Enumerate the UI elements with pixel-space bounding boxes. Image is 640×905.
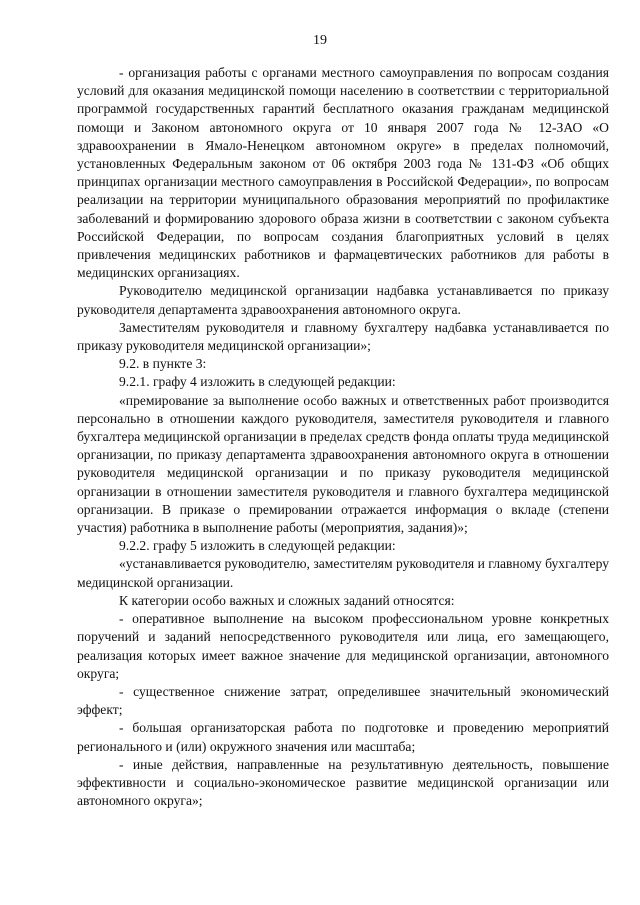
- list-item-other-actions: - иные действия, направленные на результативную деятельность, повышение эффективности и социально-экономическое развитие медицинской организации или автономного округа»;: [77, 756, 609, 809]
- paragraph-clause-9-2-1: 9.2.1. графу 4 изложить в следующей редакции:: [119, 374, 396, 390]
- document-body: [77, 64, 609, 810]
- paragraph-premium-text: «премирование за выполнение особо важных и ответственных работ производится персонально в отношении каждого руководителя, заместителя руководителя и главного бухгалтера медицинской организации в пределах средств фонда оплаты труда медицинской организации, по приказу департамента здравоохранения автономного округа в отношении руководителя медицинской организации и по приказу руководителя медицинской организации в отношении заместителя руководителя и главного бухгалтера медицинской организации. В приказе о премировании отражается информация о вкладе (степени участия) работника в выполнение работы (мероприятия, задания)»;: [77, 392, 609, 536]
- paragraph-task-categories: К категории особо важных и сложных заданий относятся:: [119, 592, 455, 608]
- paragraph-clause-9-2: 9.2. в пункте 3:: [119, 356, 207, 372]
- paragraph-head-bonus: Руководителю медицинской организации надбавка устанавливается по приказу руководителя департамента здравоохранения автономного округа.: [77, 283, 609, 317]
- list-item-cost-reduction: - существенное снижение затрат, определившее значительный экономический эффект;: [77, 683, 609, 718]
- list-item-organizational-work: - большая организаторская работа по подготовке и проведению мероприятий регионального и (или) окружного значения или масштаба;: [77, 720, 609, 754]
- list-item-operational: - оперативное выполнение на высоком профессиональном уровне конкретных поручений и заданий непосредственного руководителя или лица, его замещающего, реализация которых имеет важное значение для медицинской организации, автономного округа;: [77, 611, 609, 681]
- paragraph-local-government: - организация работы с органами местного самоуправления по вопросам создания условий для оказания медицинской помощи населению в соответствии с территориальной программой государственных гарантий бесплатного оказания гражданам медицинской помощи и Законом автономного округа от 10 января 2007 года № 12-ЗАО «О здравоохранении в Ямало-Ненецком автономном округе» в пределах полномочий, установленных Федеральным законом от 06 октября 2003 года № 131-ФЗ «Об общих принципах организации местного самоуправления в Российской Федерации», по вопросам реализации на территории муниципального образования мероприятий по профилактике заболеваний и формированию здорового образа жизни в соответствии с законом субъекта Российской Федерации, по вопросам создания благоприятных условий в целях привлечения медицинских работников и фармацевтических работников для работы в медицинских организациях.: [77, 65, 609, 281]
- paragraph-established-for: «устанавливается руководителю, заместителям руководителя и главному бухгалтеру медицинской организации.: [77, 556, 609, 590]
- page-number: 19: [313, 33, 327, 48]
- paragraph-clause-9-2-2: 9.2.2. графу 5 изложить в следующей редакции:: [119, 538, 396, 554]
- paragraph-deputies-bonus: Заместителям руководителя и главному бухгалтеру надбавка устанавливается по приказу руководителя медицинской организации»;: [77, 319, 609, 354]
